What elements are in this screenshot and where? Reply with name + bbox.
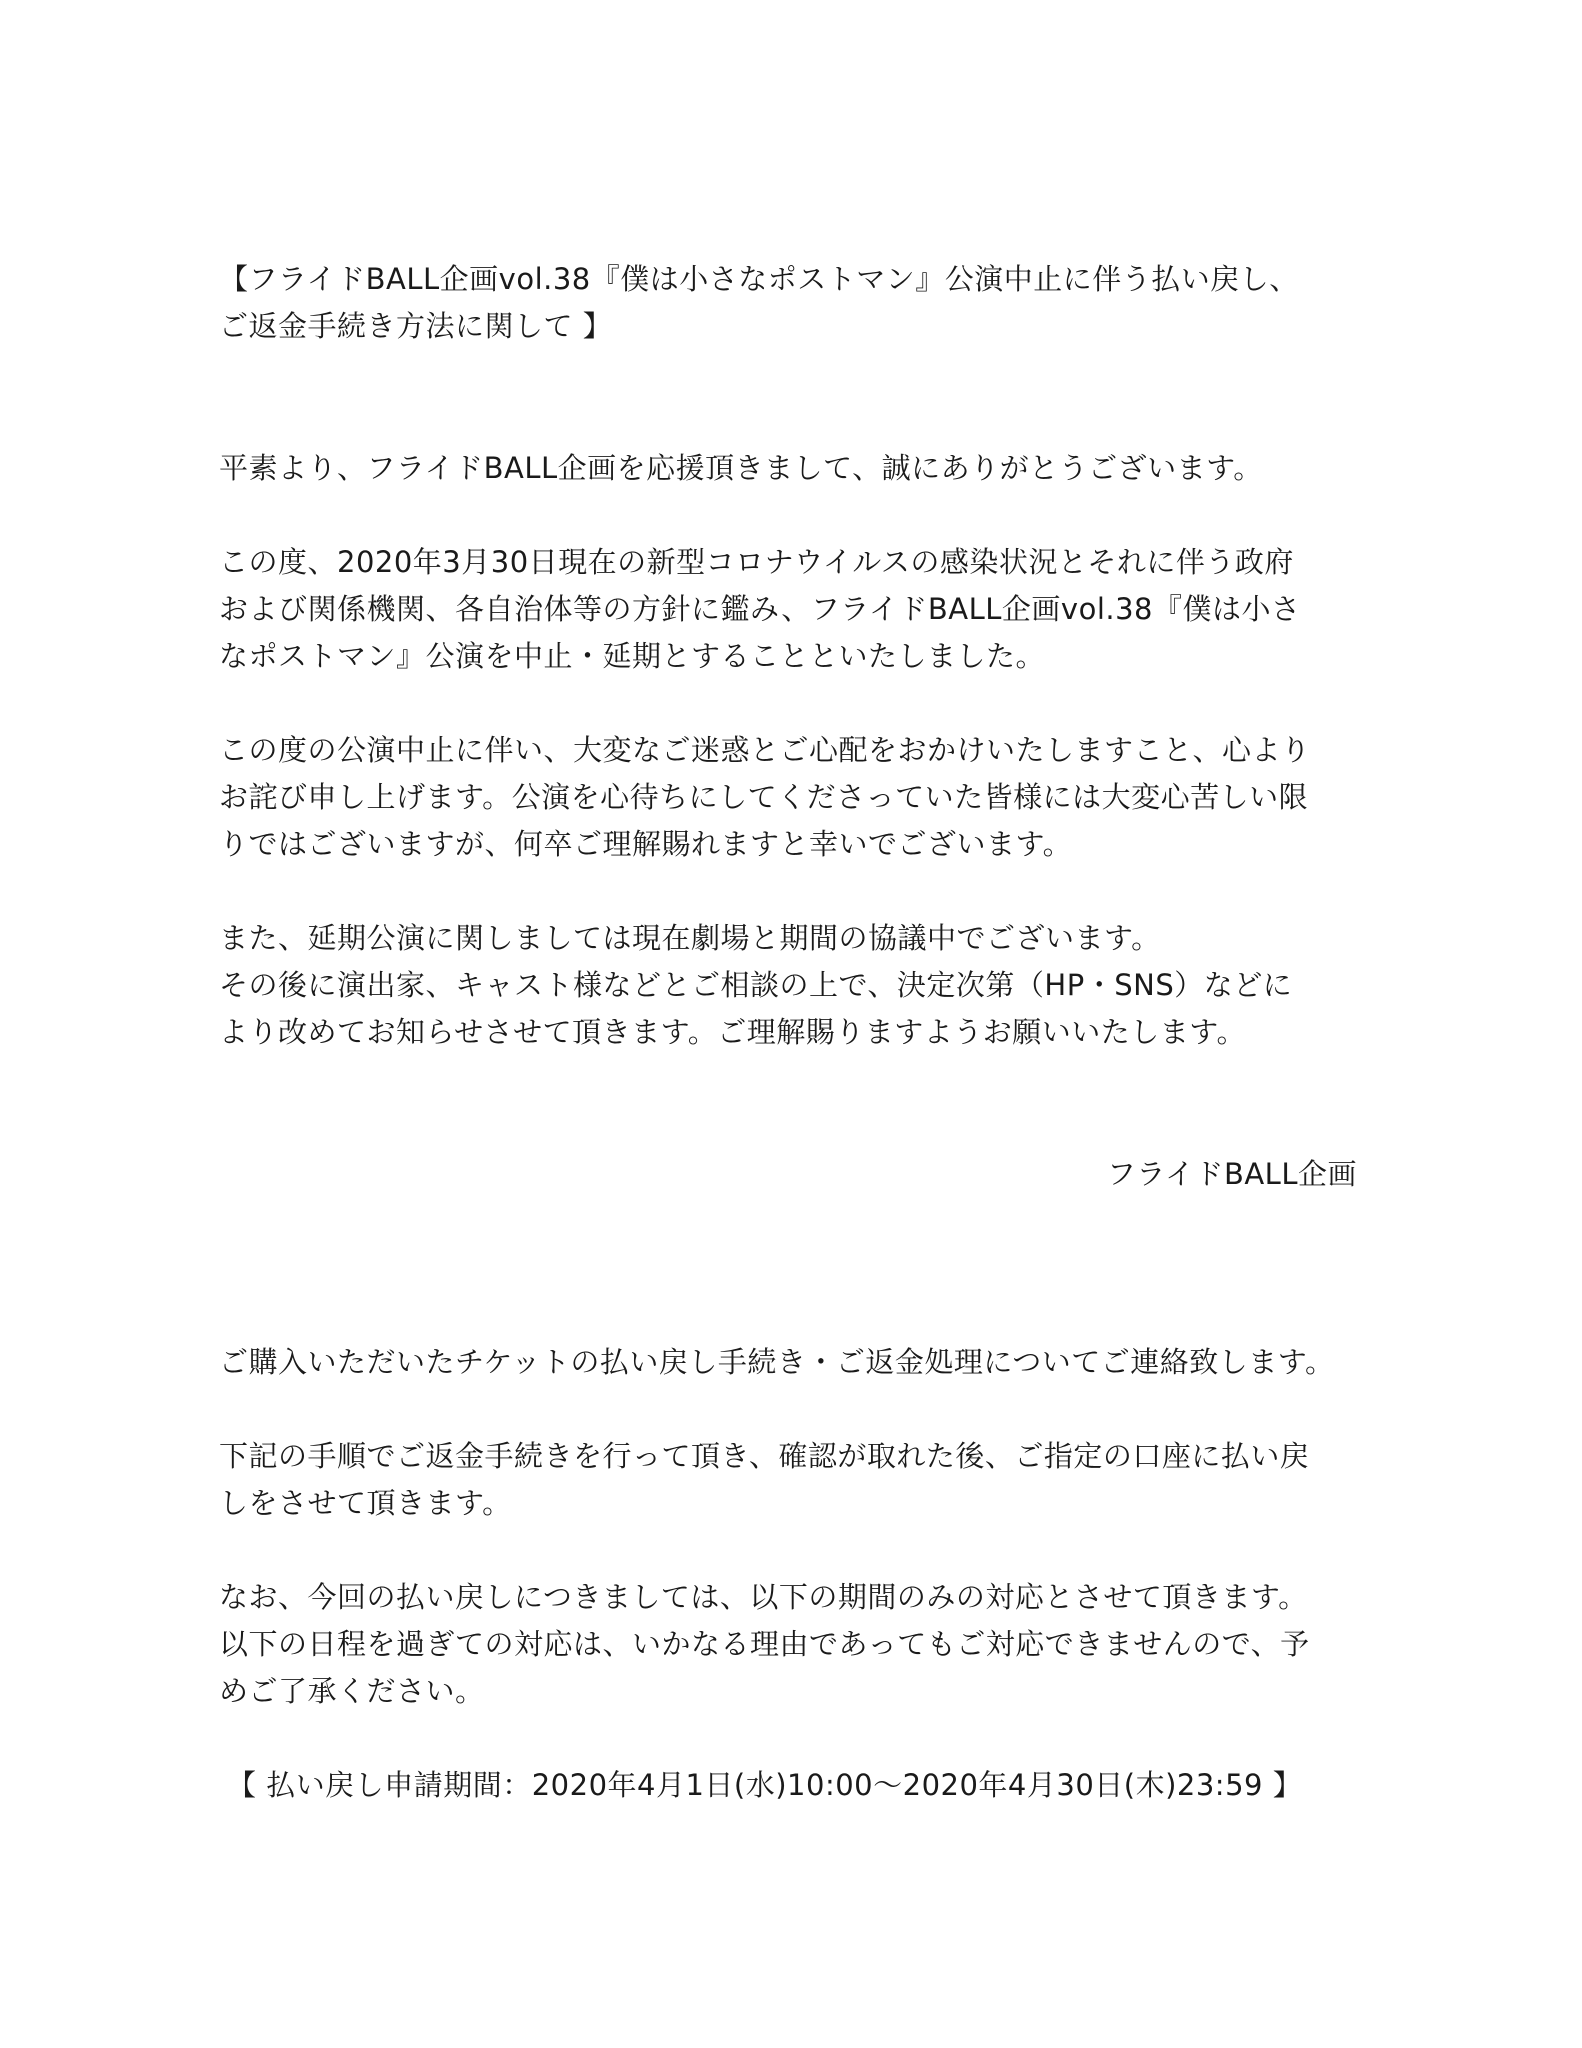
paragraph-line: しをさせて頂きます。 <box>219 1486 512 1520</box>
apology-paragraph <box>219 727 1389 868</box>
paragraph-line: なポストマン』公演を中止・延期とすることといたしました。 <box>219 639 1046 673</box>
paragraph-line: ご購入いただいたチケットの払い戻し手続き・ご返金処理についてご連絡致します。 <box>219 1345 1335 1379</box>
refund-procedure-paragraph <box>219 1433 1389 1527</box>
refund-intro-paragraph <box>219 1339 1389 1386</box>
title-line: 【フライドBALL企画vol.38『僕は小さなポストマン』公演中止に伴う払い戻し、 <box>219 262 1299 296</box>
refund-notice-paragraph <box>219 1574 1389 1715</box>
greeting-paragraph <box>219 445 1389 492</box>
paragraph-line: この度の公演中止に伴い、大変なご迷惑とご心配をおかけいたしますこと、心より <box>219 733 1311 767</box>
refund-period <box>219 1762 1389 1809</box>
paragraph-line: 以下の日程を過ぎての対応は、いかなる理由であってもご対応できませんので、予 <box>219 1627 1310 1661</box>
title-line: ご返金手続き方法に関して 】 <box>219 309 613 343</box>
postponement-paragraph <box>219 915 1389 1056</box>
paragraph-line: めご了承ください。 <box>219 1674 485 1708</box>
refund-period-text: 【 払い戻し申請期間：2020年4月1日(水)10:00〜2020年4月30日(木)23:59 】 <box>227 1768 1303 1802</box>
paragraph-line: より改めてお知らせさせて頂きます。ご理解賜りますようお願いいたします。 <box>219 1015 1246 1049</box>
organizer-signature: フライドBALL企画 <box>1106 1157 1357 1191</box>
cancellation-paragraph <box>219 539 1389 680</box>
paragraph-line: りではございますが、何卒ご理解賜れますと幸いでございます。 <box>219 827 1073 861</box>
paragraph-line: その後に演出家、キャスト様などとご相談の上で、決定次第（HP・SNS）などに <box>219 968 1293 1002</box>
paragraph-line: なお、今回の払い戻しにつきましては、以下の期間のみの対応とさせて頂きます。 <box>219 1580 1308 1614</box>
paragraph-line: この度、2020年3月30日現在の新型コロナウイルスの感染状況とそれに伴う政府 <box>219 545 1294 579</box>
paragraph-line: また、延期公演に関しましては現在劇場と期間の協議中でございます。 <box>219 921 1161 955</box>
document-body <box>219 256 1389 1809</box>
paragraph-line: 下記の手順でご返金手続きを行って頂き、確認が取れた後、ご指定の口座に払い戻 <box>219 1439 1310 1473</box>
paragraph-line: お詫び申し上げます。公演を心待ちにしてくださっていた皆様には大変心苦しい限 <box>219 780 1309 814</box>
paragraph-line: 平素より、フライドBALL企画を応援頂きまして、誠にありがとうございます。 <box>219 451 1263 485</box>
paragraph-line: および関係機関、各自治体等の方針に鑑み、フライドBALL企画vol.38『僕は小さ <box>219 592 1301 626</box>
notice-title <box>219 256 1389 350</box>
